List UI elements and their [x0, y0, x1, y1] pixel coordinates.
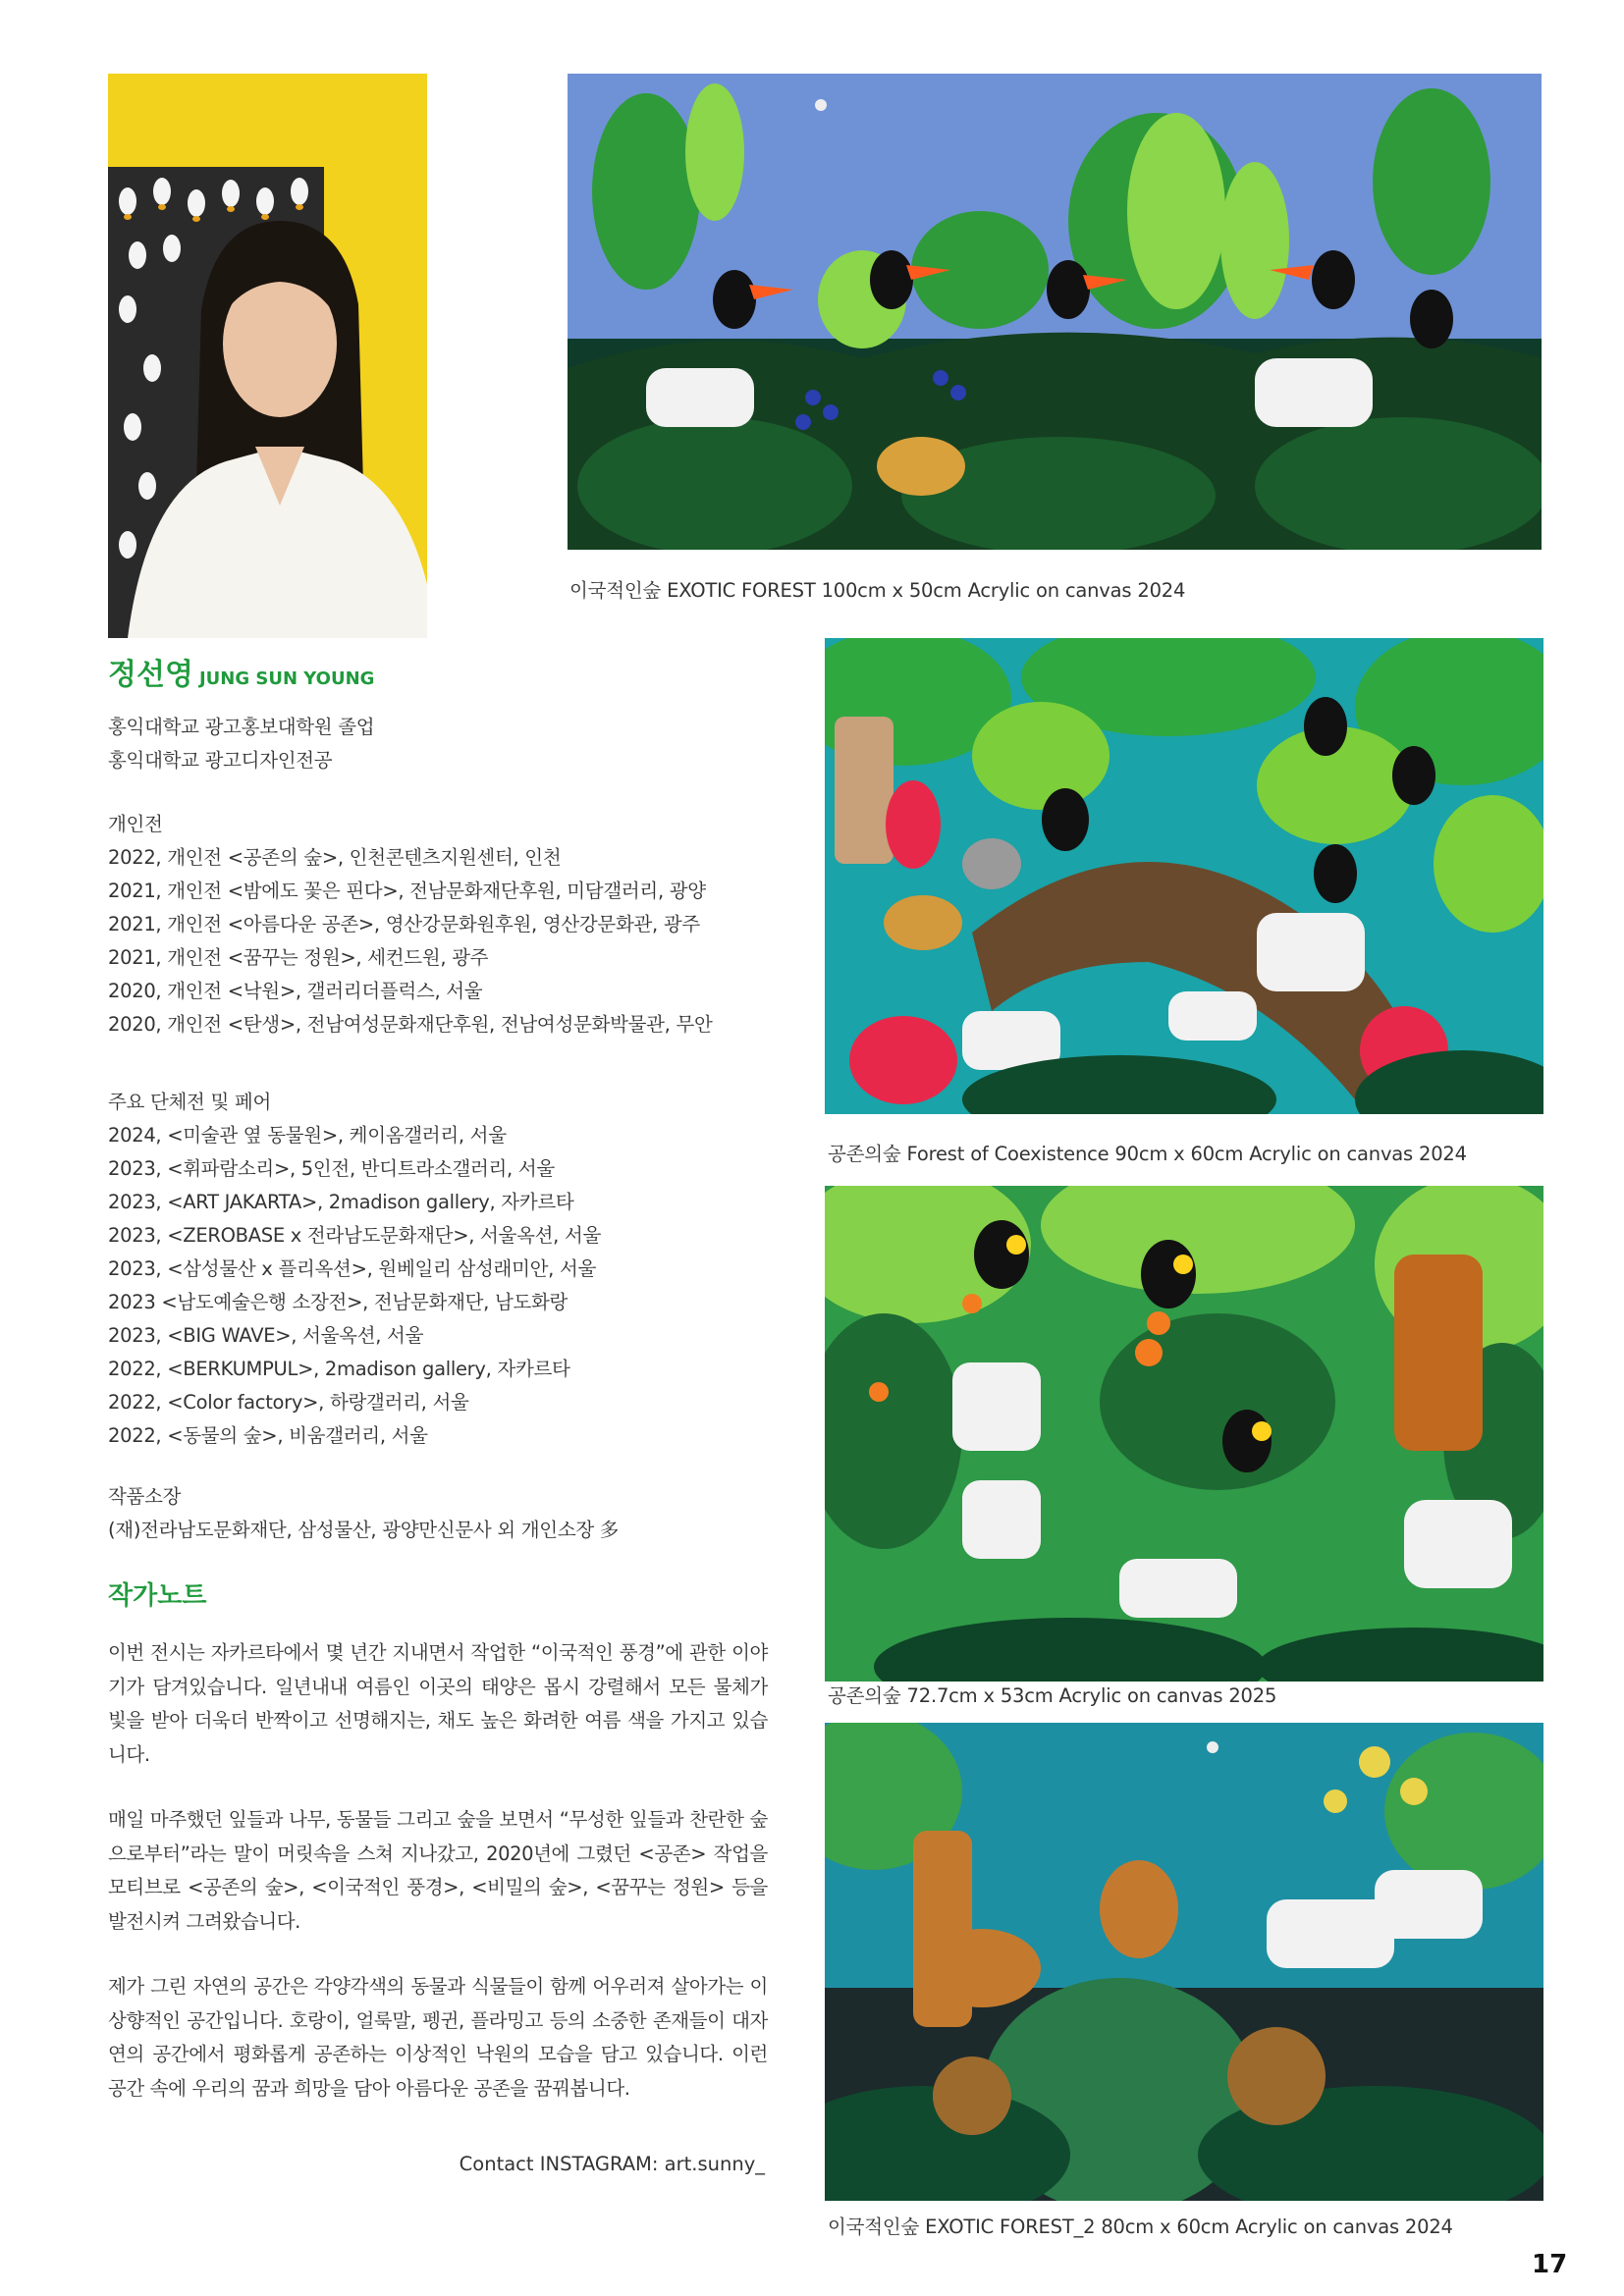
group-title: 주요 단체전 및 페어: [108, 1091, 271, 1113]
caption-1: 이국적인숲 EXOTIC FOREST 100cm x 50cm Acrylic on canvas 2024: [569, 579, 1186, 602]
collection-title: 작품소장: [108, 1485, 182, 1508]
painting-exotic-forest-2: [825, 1723, 1543, 2201]
solo-item: 2021, 개인전 <아름다운 공존>, 영산강문화원후원, 영산강문화관, 광주: [108, 913, 700, 935]
painting-forest-of-coexistence-2025: [825, 1186, 1543, 1682]
caption-4: 이국적인숲 EXOTIC FOREST_2 80cm x 60cm Acrylic on canvas 2024: [828, 2216, 1453, 2238]
group-item: 2022, <동물의 숲>, 비움갤러리, 서울: [108, 1424, 428, 1447]
group-item: 2023 <남도예술은행 소장전>, 전남문화재단, 남도화랑: [108, 1291, 568, 1313]
caption-2: 공존의숲 Forest of Coexistence 90cm x 60cm Acrylic on canvas 2024: [828, 1143, 1467, 1165]
page-number: 17: [1532, 2250, 1568, 2279]
group-item: 2023, <휘파람소리>, 5인전, 반디트라소갤러리, 서울: [108, 1157, 555, 1180]
education-list: [108, 711, 374, 777]
painting-forest-of-coexistence: [825, 638, 1543, 1114]
education-item: 홍익대학교 광고홍보대학원 졸업: [108, 716, 375, 738]
solo-item: 2021, 개인전 <밤에도 꽃은 핀다>, 전남문화재단후원, 미담갤러리, 광양: [108, 880, 706, 902]
group-item: 2023, <BIG WAVE>, 서울옥션, 서울: [108, 1324, 424, 1347]
solo-exhibitions: [108, 808, 713, 1041]
contact-instagram: Contact INSTAGRAM: art.sunny_: [459, 2153, 765, 2175]
collection: [108, 1480, 619, 1547]
solo-item: 2022, 개인전 <공존의 숲>, 인천콘텐츠지원센터, 인천: [108, 846, 562, 869]
group-exhibitions: [108, 1086, 601, 1453]
notes-paragraph: 매일 마주했던 잎들과 나무, 동물들 그리고 숲을 보면서 “무성한 잎들과 찬란한 숲으로부터”라는 말이 머릿속을 스쳐 지나갔고, 2020년에 그렸던 <공존> 작업을 모티브로 <공존의 숲>, <이국적인 풍경>, <비밀의 숲>, <꿈꾸는 정원> 등을 발전시켜 그려왔습니다.: [108, 1808, 768, 1933]
group-item: 2024, <미술관 옆 동물원>, 케이옴갤러리, 서울: [108, 1124, 507, 1147]
solo-title: 개인전: [108, 813, 163, 835]
group-item: 2022, <Color factory>, 하랑갤러리, 서울: [108, 1391, 469, 1414]
group-item: 2023, <삼성물산 x 플리옥션>, 원베일리 삼성래미안, 서울: [108, 1257, 597, 1280]
notes-paragraph: 이번 전시는 자카르타에서 몇 년간 지내면서 작업한 “이국적인 풍경”에 관한 이야기가 담겨있습니다. 일년내내 여름인 이곳의 태양은 몹시 강렬해서 모든 물체가 빛을 받아 더욱더 반짝이고 선명해지는, 채도 높은 화려한 여름 색을 가지고 있습니다.: [108, 1641, 768, 1766]
artist-name-en: JUNG SUN YOUNG: [198, 668, 375, 689]
artist-name: [108, 650, 374, 693]
group-item: 2023, <ART JAKARTA>, 2madison gallery, 자카르타: [108, 1191, 574, 1213]
painting-exotic-forest: [568, 74, 1542, 550]
notes-title: 작가노트: [108, 1581, 207, 1611]
caption-3: 공존의숲 72.7cm x 53cm Acrylic on canvas 2025: [828, 1684, 1277, 1707]
solo-item: 2020, 개인전 <낙원>, 갤러리더플럭스, 서울: [108, 980, 483, 1002]
artist-portrait: [108, 74, 427, 638]
notes-paragraph: 제가 그린 자연의 공간은 각양각색의 동물과 식물들이 함께 어우러져 살아가는 이상향적인 공간입니다. 호랑이, 얼룩말, 펭귄, 플라밍고 등의 소중한 존재들이 대자연의 공간에서 평화롭게 공존하는 이상적인 낙원의 모습을 담고 있습니다. 이런 공간 속에 우리의 꿈과 희망을 담아 아름다운 공존을 꿈꿔봅니다.: [108, 1975, 768, 2100]
education-item: 홍익대학교 광고디자인전공: [108, 749, 333, 772]
solo-item: 2020, 개인전 <탄생>, 전남여성문화재단후원, 전남여성문화박물관, 무안: [108, 1013, 713, 1036]
solo-item: 2021, 개인전 <꿈꾸는 정원>, 세컨드원, 광주: [108, 946, 489, 969]
collection-text: (재)전라남도문화재단, 삼성물산, 광양만신문사 외 개인소장 多: [108, 1519, 619, 1541]
artist-name-ko: 정선영: [108, 658, 193, 692]
group-item: 2022, <BERKUMPUL>, 2madison gallery, 자카르타: [108, 1358, 570, 1380]
group-item: 2023, <ZEROBASE x 전라남도문화재단>, 서울옥션, 서울: [108, 1224, 602, 1247]
